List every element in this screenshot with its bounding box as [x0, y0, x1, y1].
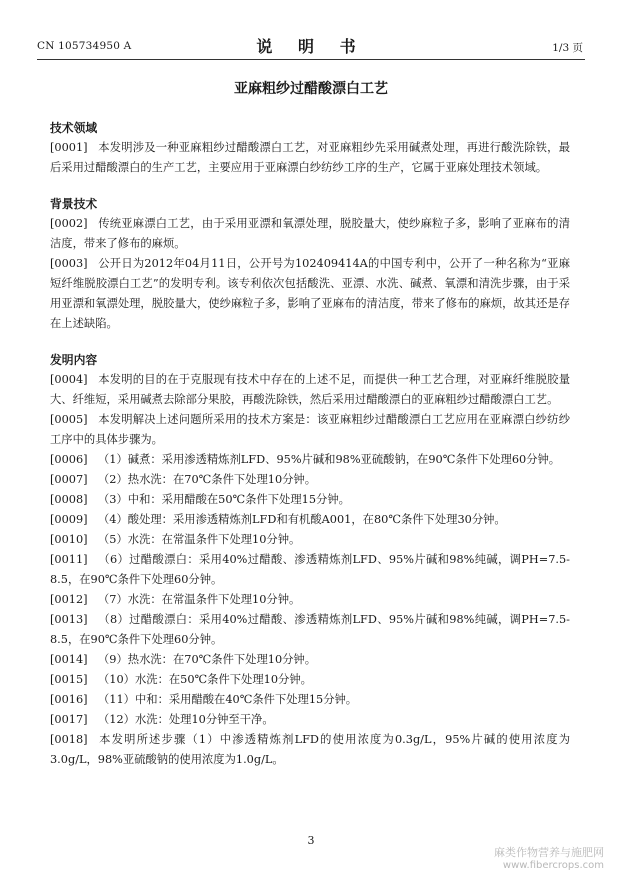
watermark-site-name: 麻类作物营养与施肥网 [494, 846, 604, 859]
paragraph-number: [0018] [50, 733, 88, 746]
paragraph-text: （6）过醋酸漂白：采用40%过醋酸、渗透精炼剂LFD、95%片碱和98%纯碱，调PH=7.5-8.5，在90℃条件下处理60分钟。 [50, 553, 570, 586]
paragraph [50, 610, 570, 650]
section-heading: 发明内容 [50, 353, 98, 367]
paragraph-text: （12）水洗：处理10分钟至干净。 [98, 713, 274, 726]
paragraph-text: （1）碱煮：采用渗透精炼剂LFD、95%片碱和98%亚硫酸钠，在90℃条件下处理60分钟。 [98, 453, 561, 466]
doc-type-title: 说 明 书 [256, 37, 366, 56]
page-number: 3 [307, 834, 315, 847]
paragraph-text: 公开日为2012年04月11日，公开号为102409414A的中国专利中，公开了一种名称为“亚麻短纤维脱胶漂白工艺”的发明专利。该专利依次包括酸洗、亚漂、水洗、碱煮、氧漂和清洗步骤，由于采用亚漂和氧漂处理，脱胶量大，使纱麻粒子多，影响了亚麻布的清洁度，带来了修布的麻烦，故其还是存在上述缺陷。 [50, 257, 570, 330]
paragraph-number: [0011] [50, 553, 88, 566]
paragraph-number: [0007] [50, 473, 88, 486]
paragraph-text: （8）过醋酸漂白：采用40%过醋酸、渗透精炼剂LFD、95%片碱和98%纯碱，调PH=7.5-8.5，在90℃条件下处理60分钟。 [50, 613, 570, 646]
paragraph-number: [0004] [50, 373, 88, 386]
paragraph-number: [0016] [50, 693, 88, 706]
paragraph-number: [0002] [50, 217, 88, 230]
paragraph [50, 670, 570, 690]
paragraph-number: [0012] [50, 593, 88, 606]
page-indicator: 1/3 页 [552, 42, 583, 54]
paragraph-text: （10）水洗：在50℃条件下处理10分钟。 [98, 673, 312, 686]
paragraph-number: [0009] [50, 513, 88, 526]
paragraph-number: [0010] [50, 533, 88, 546]
paragraph-number: [0003] [50, 257, 88, 270]
paragraph-number: [0017] [50, 713, 88, 726]
document-title: 亚麻粗纱过醋酸漂白工艺 [234, 81, 388, 97]
paragraph-number: [0014] [50, 653, 88, 666]
paragraph [50, 470, 570, 490]
section [50, 350, 570, 770]
paragraph [50, 530, 570, 550]
paragraph-text: 传统亚麻漂白工艺，由于采用亚漂和氧漂处理，脱胶量大，使纱麻粒子多，影响了亚麻布的清洁度，带来了修布的麻烦。 [50, 217, 570, 250]
paragraph [50, 730, 570, 770]
paragraph-text: （4）酸处理：采用渗透精炼剂LFD和有机酸A001，在80℃条件下处理30分钟。 [98, 513, 506, 526]
paragraph [50, 138, 570, 178]
paragraph [50, 650, 570, 670]
section [50, 118, 570, 178]
paragraph [50, 550, 570, 590]
paragraph [50, 590, 570, 610]
paragraph [50, 450, 570, 470]
paragraph-number: [0005] [50, 413, 88, 426]
paragraph-text: （9）热水洗：在70℃条件下处理10分钟。 [98, 653, 317, 666]
section [50, 194, 570, 334]
paragraph-number: [0015] [50, 673, 88, 686]
watermark-url: www.fibercrops.com [502, 860, 604, 871]
paragraph [50, 510, 570, 530]
patent-number: CN 105734950 A [37, 40, 132, 52]
paragraph [50, 490, 570, 510]
paragraph-text: （11）中和：采用醋酸在40℃条件下处理15分钟。 [98, 693, 358, 706]
paragraph [50, 214, 570, 254]
paragraph-text: 本发明的目的在于克服现有技术中存在的上述不足，而提供一种工艺合理，对亚麻纤维脱胶量大、纤维短，采用碱煮去除部分果胶，再酸洗除铁，然后采用过醋酸漂白的亚麻粗纱过醋酸漂白工艺。 [50, 373, 570, 406]
paragraph-text: 本发明解决上述问题所采用的技术方案是：该亚麻粗纱过醋酸漂白工艺应用在亚麻漂白纱纺纱工序中的具体步骤为。 [50, 413, 570, 446]
paragraph [50, 690, 570, 710]
watermark [494, 846, 604, 872]
paragraph-number: [0001] [50, 141, 88, 154]
section-heading: 技术领域 [50, 121, 98, 135]
page-header [0, 0, 622, 64]
paragraph-text: （7）水洗：在常温条件下处理10分钟。 [98, 593, 301, 606]
paragraph [50, 410, 570, 450]
section-heading: 背景技术 [50, 197, 98, 211]
paragraph-text: 本发明涉及一种亚麻粗纱过醋酸漂白工艺，对亚麻粗纱先采用碱煮处理，再进行酸洗除铁，最后采用过醋酸漂白的生产工艺，主要应用于亚麻漂白纱纺纱工序的生产，它属于亚麻处理技术领域。 [50, 141, 570, 174]
paragraph-number: [0013] [50, 613, 88, 626]
paragraph [50, 370, 570, 410]
header-divider [37, 59, 585, 60]
paragraph-text: （5）水洗：在常温条件下处理10分钟。 [98, 533, 301, 546]
paragraph-text: （3）中和：采用醋酸在50℃条件下处理15分钟。 [98, 493, 350, 506]
paragraph [50, 710, 570, 730]
paragraph-number: [0006] [50, 453, 88, 466]
paragraph-number: [0008] [50, 493, 88, 506]
document-body [50, 118, 570, 770]
paragraph-text: （2）热水洗：在70℃条件下处理10分钟。 [98, 473, 317, 486]
paragraph [50, 254, 570, 334]
paragraph-text: 本发明所述步骤（1）中渗透精炼剂LFD的使用浓度为0.3g/L，95%片碱的使用浓度为3.0g/L，98%亚硫酸钠的使用浓度为1.0g/L。 [50, 733, 570, 766]
